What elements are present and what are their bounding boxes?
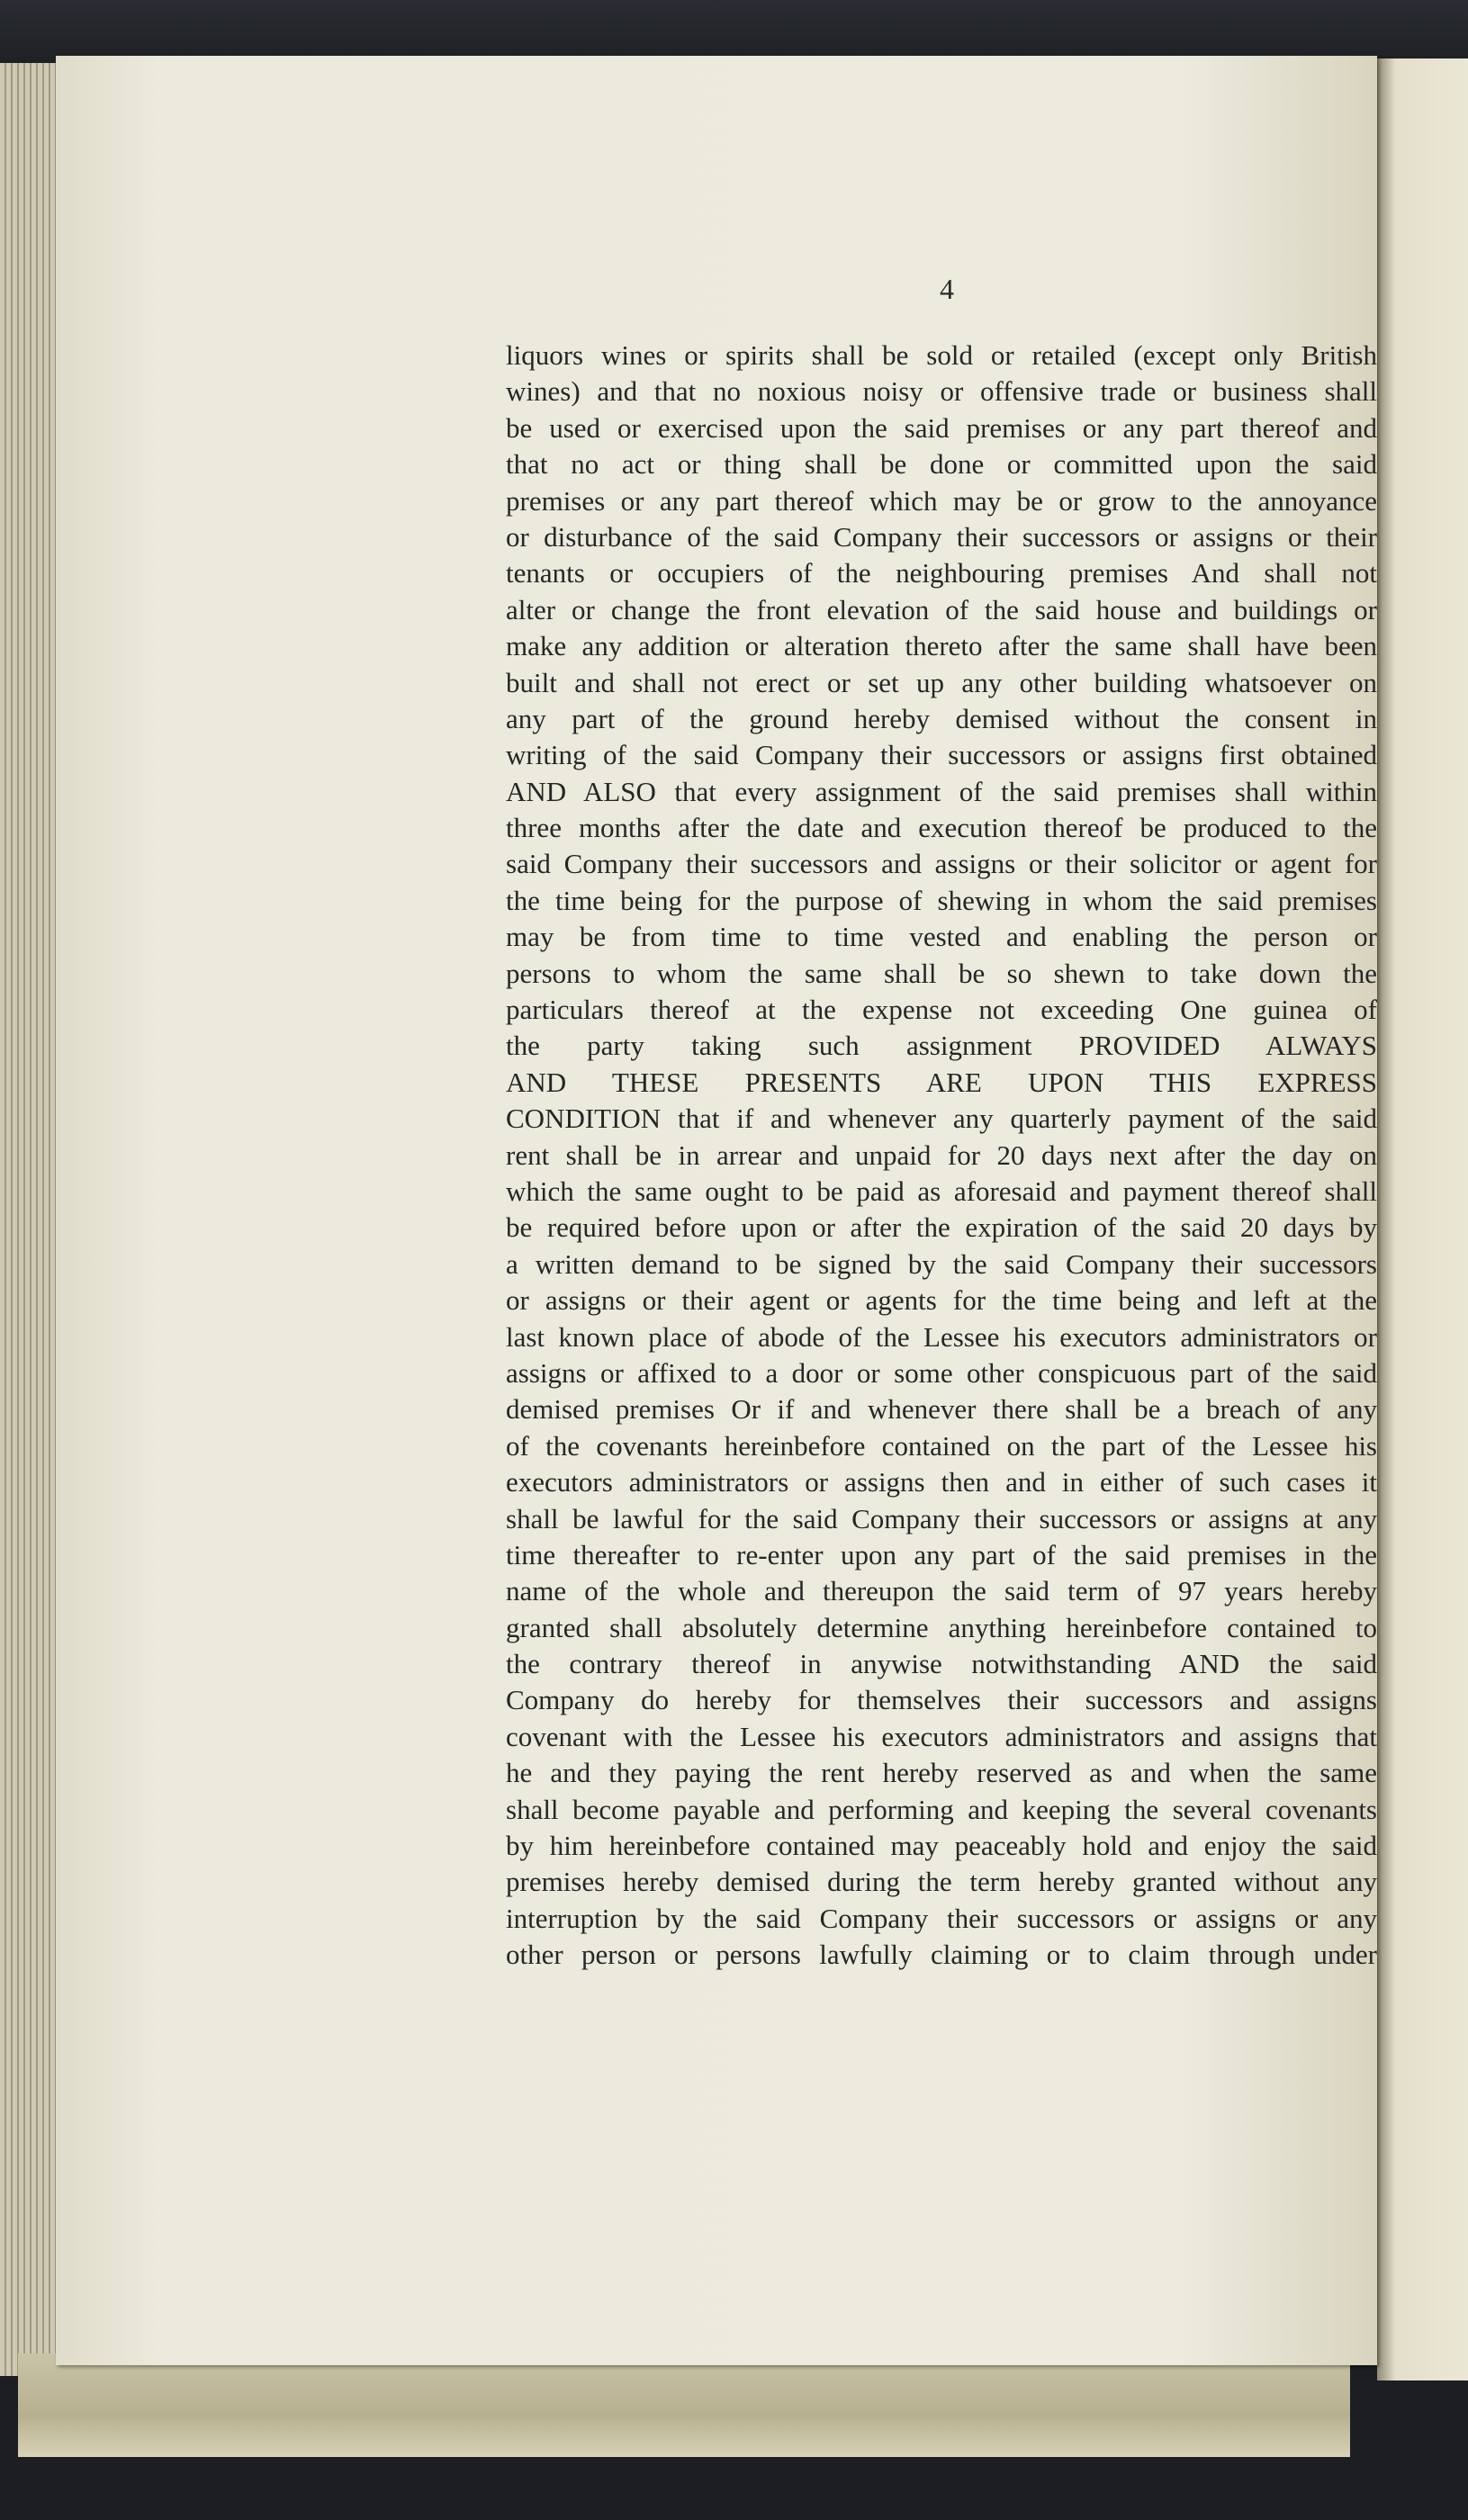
text-line-content: name of the whole and thereupon the said term of 97 years hereby (506, 1575, 1377, 1607)
text-line-content: AND THESE PRESENTS ARE UPON THIS EXPRESS (506, 1066, 1377, 1098)
text-line (506, 1682, 1377, 1718)
text-line-content: the time being for the purpose of shewing in whom the said premises (506, 884, 1377, 916)
text-line (506, 1610, 1377, 1646)
text-line-content: premises hereby demised during the term hereby granted without any (506, 1866, 1377, 1898)
text-line (506, 919, 1377, 955)
text-line (506, 555, 1377, 591)
text-line-content: any part of the ground hereby demised without the consent in (506, 702, 1377, 734)
text-line-content: shall be lawful for the said Company their successors or assigns at any (506, 1502, 1377, 1534)
text-line-content: writing of the said Company their successors or assigns first obtained (506, 739, 1377, 771)
text-line-content: be required before upon or after the expiration of the said 20 days by (506, 1211, 1377, 1244)
text-line (506, 1210, 1377, 1246)
text-line (506, 810, 1377, 846)
text-line (506, 956, 1377, 992)
text-line-content: executors administrators or assigns then and in either of such cases it (506, 1466, 1377, 1498)
text-line-content: time thereafter to re-enter upon any part of the said premises in the (506, 1538, 1377, 1570)
text-line-content: be used or exercised upon the said premises or any part thereof and (506, 411, 1377, 444)
text-line (506, 1355, 1377, 1391)
text-line-content: or assigns or their agent or agents for the time being and left at the (506, 1284, 1377, 1317)
text-line (506, 592, 1377, 628)
text-line (506, 483, 1377, 519)
text-line-content: of the covenants hereinbefore contained on the part of the Lessee his (506, 1429, 1377, 1462)
text-line (506, 1646, 1377, 1682)
next-page-edge (1377, 58, 1468, 2380)
text-line-content: by him hereinbefore contained may peaceably hold and enjoy the said (506, 1830, 1377, 1862)
text-line-content: CONDITION that if and whenever any quarterly payment of the said (506, 1102, 1377, 1135)
text-line (506, 1792, 1377, 1828)
text-line (506, 1028, 1377, 1064)
text-line-content: may be from time to time vested and enabling the person or (506, 921, 1377, 953)
text-line-content: interruption by the said Company their successors or assigns or any (506, 1902, 1377, 1934)
text-line-content: three months after the date and execution thereof be produced to the (506, 812, 1377, 844)
text-line-content: said Company their successors and assigns or their solicitor or agent for (506, 848, 1377, 880)
text-line (506, 1174, 1377, 1210)
text-line-content: particulars thereof at the expense not exceeding One guinea of (506, 994, 1377, 1026)
text-line (506, 519, 1377, 555)
text-line-content: built and shall not erect or set up any other building whatsoever on (506, 666, 1377, 698)
text-line (506, 737, 1377, 773)
text-line-content: shall become payable and performing and keeping the several covenants (506, 1793, 1377, 1825)
book-cover (0, 0, 1468, 63)
text-line-content: last known place of abode of the Lessee his executors administrators or (506, 1320, 1377, 1353)
text-line (506, 774, 1377, 810)
text-line (506, 1464, 1377, 1500)
text-line-content: which the same ought to be paid as aforesaid and payment thereof shall (506, 1174, 1377, 1207)
text-line (506, 1101, 1377, 1137)
text-line-content: alter or change the front elevation of the said house and buildings or (506, 593, 1377, 626)
text-line (506, 1573, 1377, 1609)
page-edges-left (0, 63, 63, 2376)
text-line (506, 846, 1377, 882)
text-line-content: rent shall be in arrear and unpaid for 20 days next after the day on (506, 1138, 1377, 1171)
text-line-content: make any addition or alteration thereto after the same shall have been (506, 630, 1377, 662)
text-line (506, 665, 1377, 701)
text-line-content: wines) and that no noxious noisy or offensive trade or business shall (506, 375, 1377, 408)
text-line (506, 1065, 1377, 1101)
text-line-content: or disturbance of the said Company their successors or assigns or their (506, 520, 1377, 553)
text-line (506, 1901, 1377, 1937)
text-line (506, 1391, 1377, 1427)
text-line (506, 1719, 1377, 1755)
text-line-content: a written demand to be signed by the said Company their successors (506, 1247, 1377, 1280)
text-line (506, 1428, 1377, 1464)
text-line-content: premises or any part thereof which may be or grow to the annoyance (506, 484, 1377, 517)
text-line (506, 701, 1377, 737)
text-line (506, 1501, 1377, 1537)
text-line-content: the party taking such assignment PROVIDED ALWAYS (506, 1030, 1377, 1062)
text-line (506, 410, 1377, 446)
text-line-content: granted shall absolutely determine anything hereinbefore contained to (506, 1611, 1377, 1643)
text-line (506, 1282, 1377, 1318)
text-line (506, 1755, 1377, 1791)
text-line-content: Company do hereby for themselves their successors and assigns (506, 1684, 1377, 1716)
body-text (506, 338, 1377, 1974)
text-line (506, 1319, 1377, 1355)
text-line-content: persons to whom the same shall be so shewn to take down the (506, 957, 1377, 989)
text-line-content: demised premises Or if and whenever there shall be a breach of any (506, 1393, 1377, 1426)
page-edges-bottom (18, 2354, 1350, 2457)
text-line (506, 1828, 1377, 1864)
text-line (506, 374, 1377, 410)
text-line (506, 1537, 1377, 1573)
text-line-content: AND ALSO that every assignment of the said premises shall within (506, 775, 1377, 807)
text-line-content: liquors wines or spirits shall be sold or retailed (except only British (506, 339, 1377, 371)
text-line (506, 338, 1377, 374)
text-line-content: assigns or affixed to a door or some other conspicuous part of the said (506, 1356, 1377, 1389)
text-line (506, 992, 1377, 1028)
text-line (506, 1864, 1377, 1900)
text-line-content: covenant with the Lessee his executors administrators and assigns that (506, 1720, 1377, 1752)
text-line (506, 446, 1377, 482)
text-line-content: that no act or thing shall be done or committed upon the said (506, 448, 1377, 481)
text-line (506, 1138, 1377, 1174)
text-line-content: tenants or occupiers of the neighbouring premises And shall not (506, 557, 1377, 590)
text-line (506, 628, 1377, 664)
text-line-content: he and they paying the rent hereby reserved as and when the same (506, 1757, 1377, 1789)
text-line (506, 1937, 1377, 1973)
text-line (506, 1246, 1377, 1282)
page-number: 4 (940, 273, 954, 305)
text-line-content: other person or persons lawfully claiming or to claim through under (506, 1939, 1377, 1971)
text-line (506, 883, 1377, 919)
text-line-content: the contrary thereof in anywise notwithstanding AND the said (506, 1648, 1377, 1680)
